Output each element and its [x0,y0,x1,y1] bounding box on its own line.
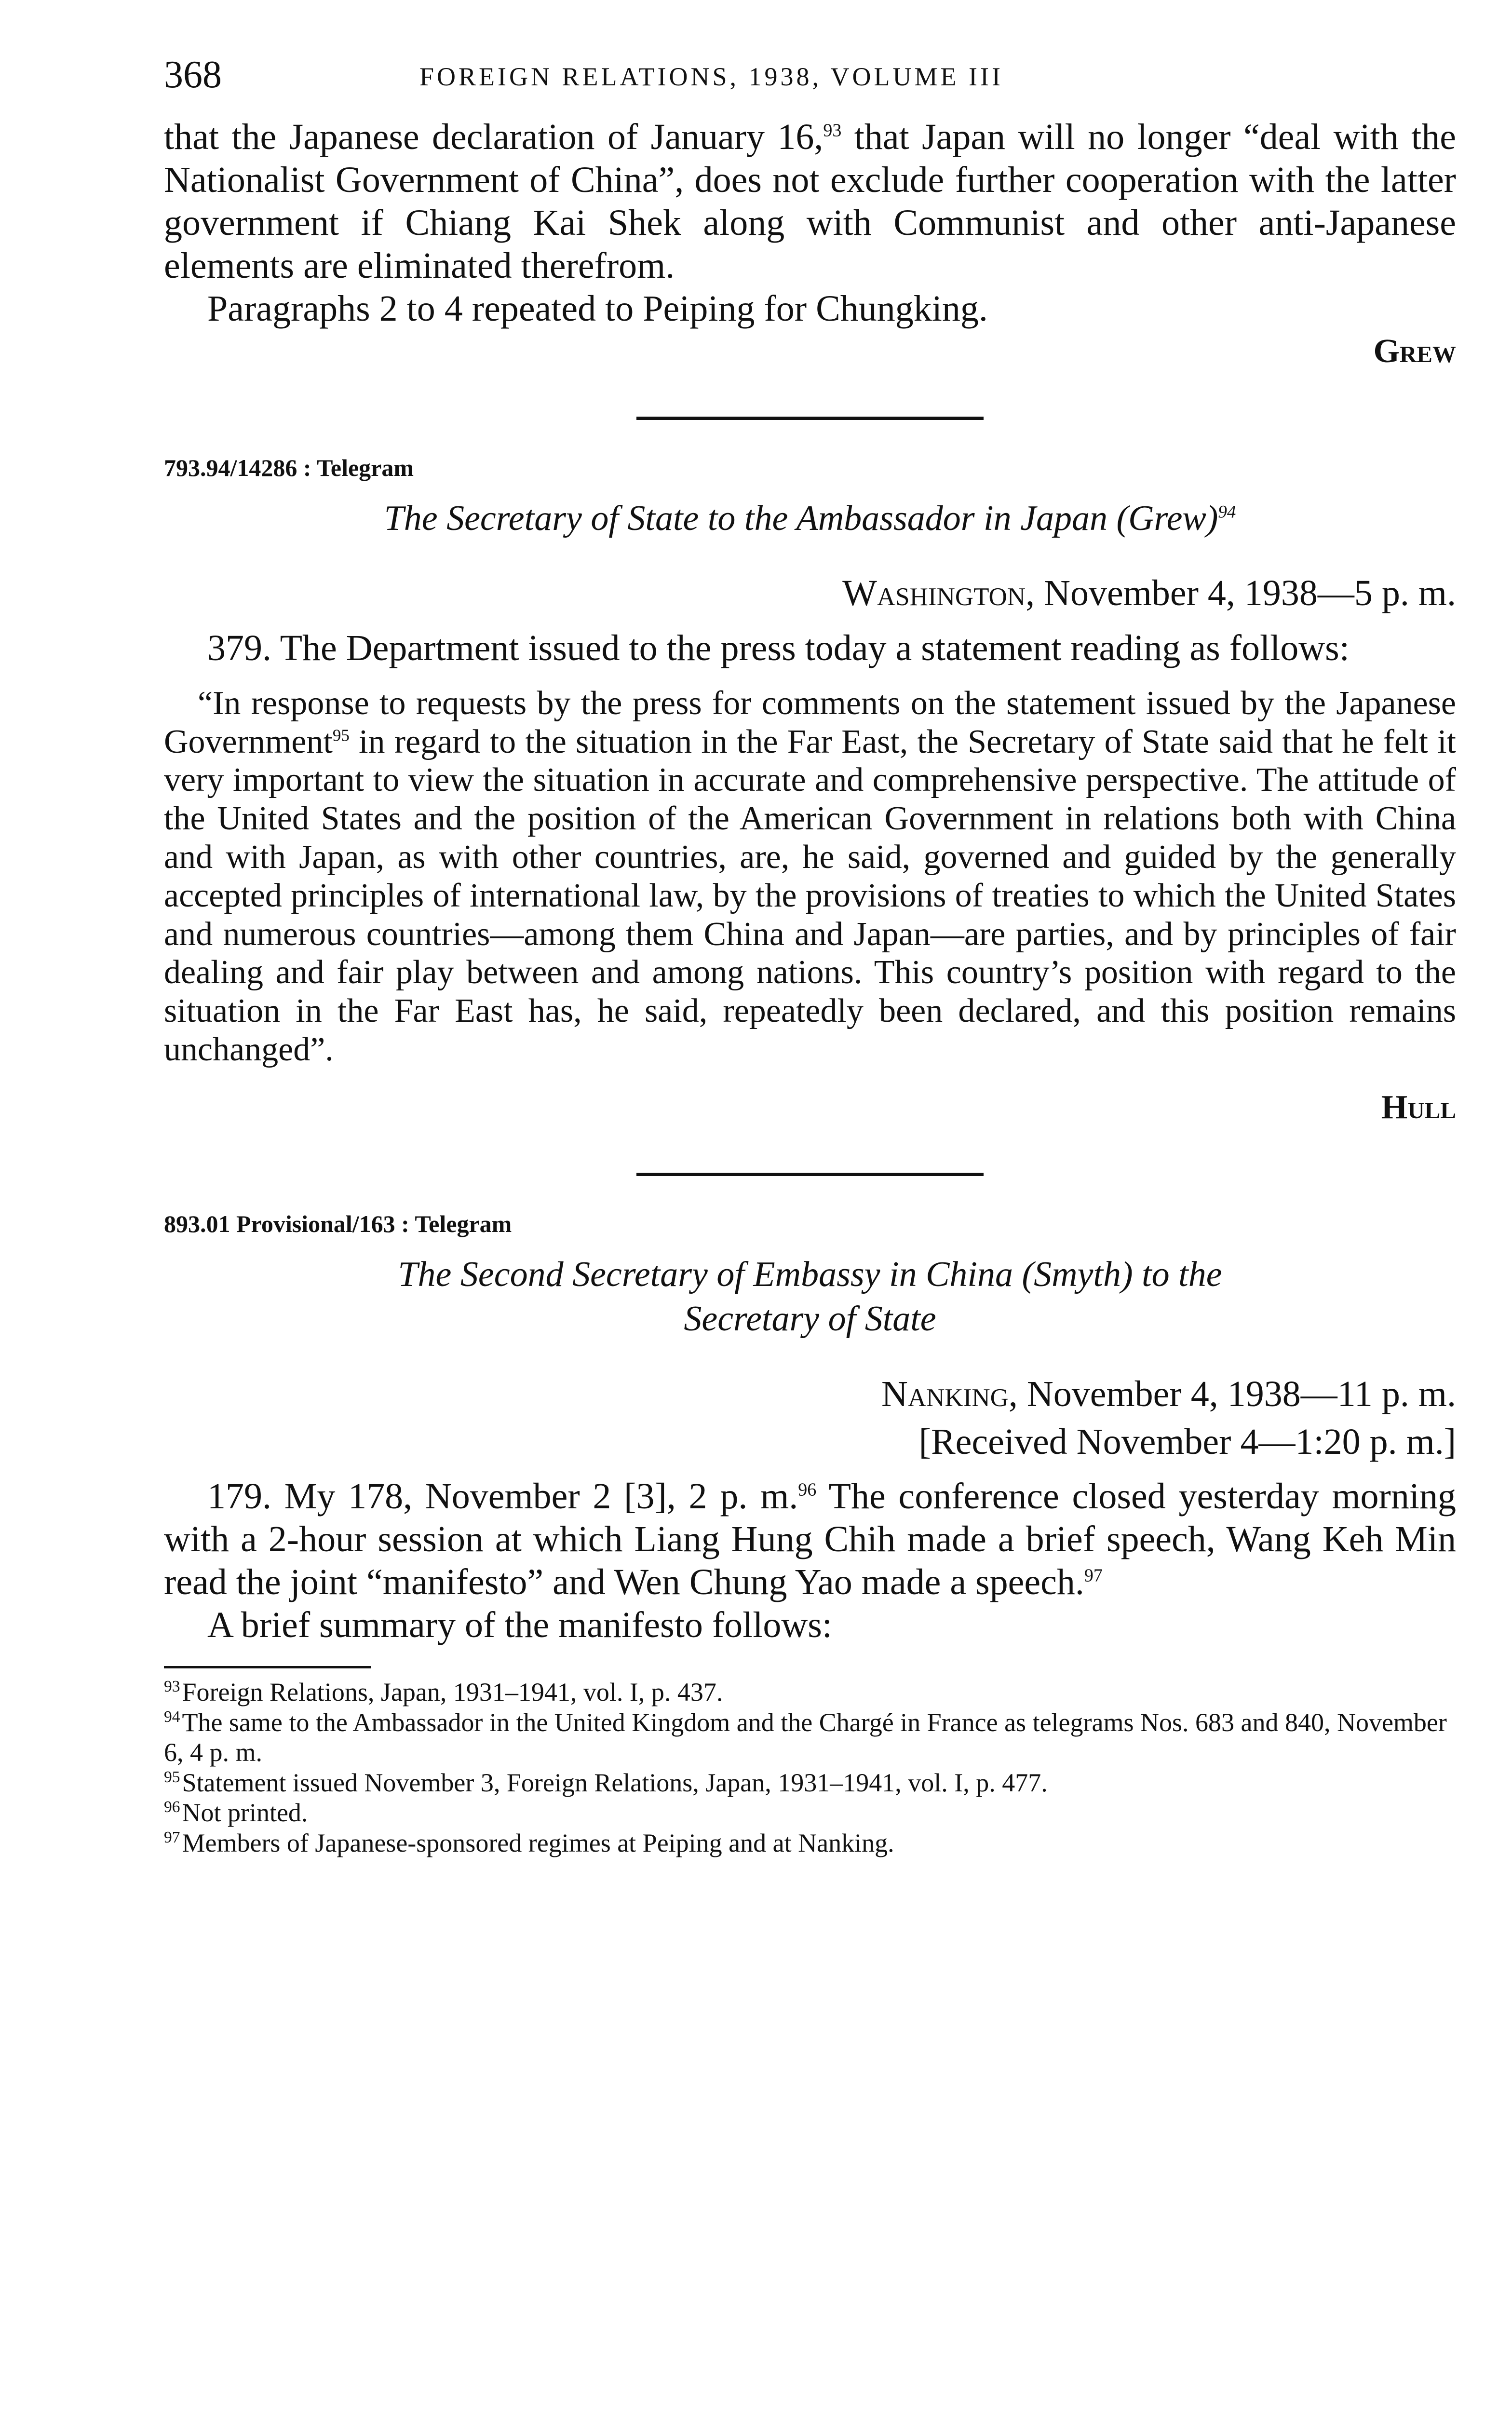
paragraph-text-a: 179. My 178, November 2 [3], 2 p. m. [207,1476,798,1517]
opening-text-b: that Japan will no longer “deal with the Nationalist Government of China”, does not exclude further cooperation with the latter government if Chiang Kai Shek along with Communist and other anti-Japanese elements are eliminated therefrom. [164,117,1456,286]
footnote-number: 93 [164,1677,180,1695]
footnote-text: Members of Japanese-sponsored regimes at Peiping and at Nanking. [182,1829,894,1858]
opening-paragraph [164,116,1456,287]
footnote-text: Statement issued November 3, Foreign Relations, Japan, 1931–1941, vol. I, p. 477. [182,1768,1048,1797]
document-title-line1: The Second Secretary of Embassy in China (Smyth) to the [398,1254,1222,1294]
file-reference: 793.94/14286 : Telegram [164,454,414,481]
footnote-text: Foreign Relations, Japan, 1931–1941, vol. I, p. 437. [182,1677,723,1707]
file-reference: 893.01 Provisional/163 : Telegram [164,1210,512,1237]
document-title [207,496,1413,541]
dateline-place: Washington [842,573,1026,614]
page-number: 368 [164,54,222,96]
document-page [164,53,1456,1858]
telegram-paragraph [164,1475,1456,1604]
paragraph-text-b: The conference closed yesterday morning with a 2-hour session at which Liang Hung Chih made a brief speech, Wang Keh Min read the joint “manifesto” and Wen Chung Yao made a speech. [164,1476,1456,1603]
footnote-divider [164,1666,371,1668]
received-line: [Received November 4—1:20 p. m.] [918,1421,1456,1462]
footnote-number: 95 [164,1768,180,1786]
footnote [164,1707,1456,1768]
document-title-line2: Secretary of State [684,1299,936,1339]
footnote-number: 94 [164,1707,180,1726]
footnote [164,1677,1456,1707]
footnote [164,1768,1456,1798]
dateline-date: , November 4, 1938—11 p. m. [1008,1373,1456,1414]
signature-hull: Hull [1381,1088,1456,1126]
document-title-text: The Secretary of State to the Ambassador in Japan (Grew) [384,498,1218,538]
footnote-text: Not printed. [182,1798,308,1828]
dateline-date: , November 4, 1938—5 p. m. [1026,573,1456,614]
footnote-ref[interactable]: 95 [332,726,350,745]
footnote-ref[interactable]: 97 [1084,1565,1103,1586]
footnote-ref[interactable]: 94 [1218,501,1236,522]
section-divider [636,417,984,420]
footnote-ref[interactable]: 93 [823,120,842,141]
footnote [164,1798,1456,1828]
dateline [164,1370,1456,1466]
press-statement-quote [164,684,1456,1069]
quote-text-b: in regard to the situation in the Far East, the Secretary of State said that he felt it very important to view the situation in accurate and comprehensive perspective. The attitude of the United States and the position of the American Government in relations both with China and with Japan, as with other countries, are, he said, governed and guided by the generally accepted principles of international law, by the provisions of treaties to which the United States and numerous countries—among them China and Japan—are parties, and by principles of fair dealing and fair play between and among nations. This country’s position with regard to the situation in the Far East has, he said, repeatedly been declared, and this position remains unchanged”. [164,723,1456,1068]
footnote-number: 96 [164,1798,180,1816]
footnote-text: The same to the Ambassador in the United Kingdom and the Chargé in France as telegrams Nos. 683 and 840, November 6, 4 p. m. [164,1707,1447,1767]
footnotes [164,1677,1456,1858]
dateline [164,569,1456,617]
footnote-ref[interactable]: 96 [798,1479,817,1500]
signature-grew: Grew [1373,332,1456,370]
page-header [164,53,1456,116]
footnote [164,1828,1456,1858]
telegram-intro: 379. The Department issued to the press today a statement reading as follows: [207,627,1350,668]
running-title: FOREIGN RELATIONS, 1938, VOLUME III [419,62,1003,91]
footnote-number: 97 [164,1829,180,1847]
quote-text-a: “In response to requests by the press for comments on the statement issued by the Japanese Government [164,684,1456,760]
opening-text-a: that the Japanese declaration of January 16, [164,117,824,157]
dateline-place: Nanking [881,1373,1009,1414]
document-title [207,1252,1413,1341]
summary-intro: A brief summary of the manifesto follows: [207,1605,832,1646]
repeat-paragraph: Paragraphs 2 to 4 repeated to Peiping for Chungking. [207,288,988,329]
section-divider [636,1173,984,1176]
quote-paragraph [164,684,1456,1069]
